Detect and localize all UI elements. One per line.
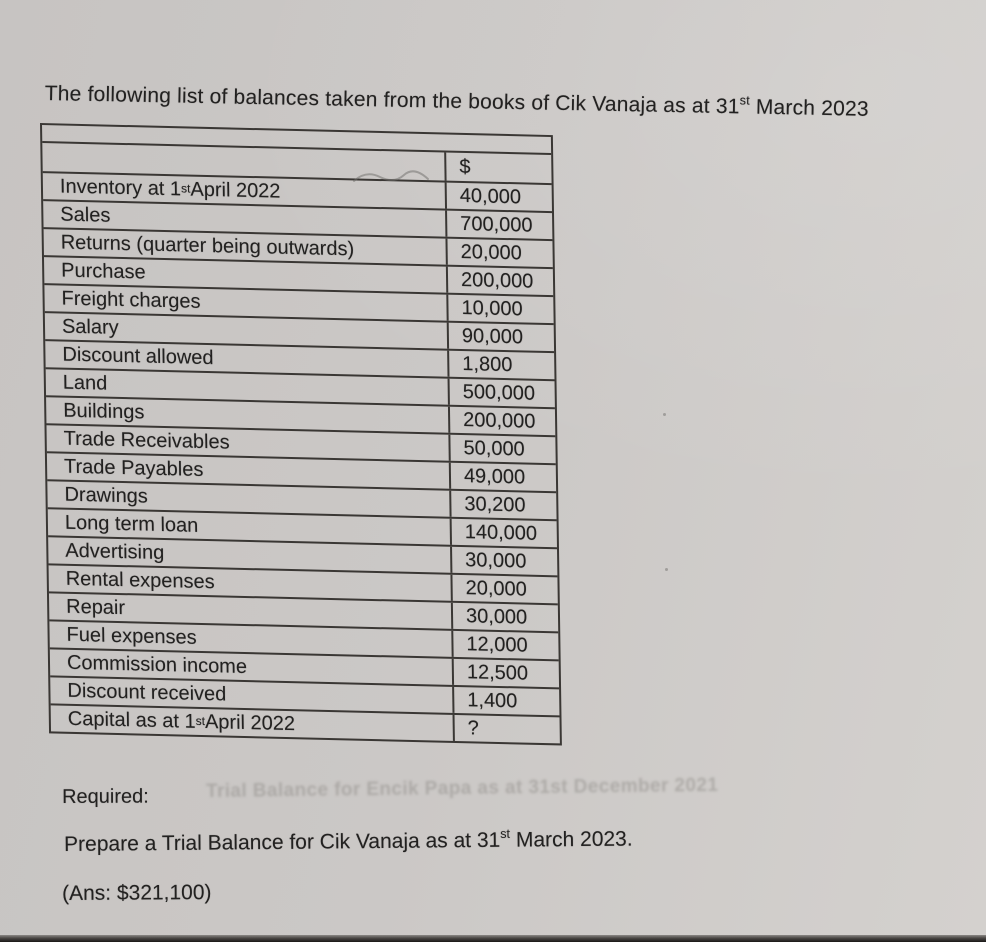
row-amount: 500,000 (448, 379, 555, 408)
row-label: Fuel expenses (66, 623, 197, 649)
row-amount: ? (453, 715, 560, 744)
row-amount: 20,000 (445, 239, 552, 268)
row-label: Freight charges (61, 287, 201, 313)
dust-speck (663, 413, 666, 416)
photo-bottom-edge (0, 935, 986, 942)
row-label: Trade Receivables (63, 427, 230, 454)
row-amount: 30,000 (450, 547, 557, 576)
pen-squiggle-mark (352, 168, 432, 188)
row-label: Inventory at 1 $^{st}$ April 2022 (59, 174, 281, 203)
row-label: Discount received (67, 679, 227, 706)
task-instruction (64, 828, 633, 857)
row-label: Discount allowed (62, 343, 214, 369)
row-amount: 10,000 (446, 295, 553, 324)
row-amount: 20,000 (450, 575, 557, 604)
row-label: Land (62, 371, 108, 395)
row-amount: 700,000 (445, 211, 552, 240)
page-title (45, 82, 869, 122)
page-title-text-end: March 2023 (749, 95, 869, 121)
row-label: Trade Payables (63, 455, 204, 481)
row-label: Capital as at 1 $^{st}$ April 2022 (67, 707, 296, 735)
row-amount: 1,400 (452, 687, 559, 716)
dust-speck (665, 568, 668, 571)
task-superscript: st (500, 826, 511, 841)
row-label: Repair (65, 595, 126, 619)
row-label: Buildings (63, 399, 145, 424)
row-label: Commission income (66, 651, 248, 678)
page-title-superscript: st (739, 93, 751, 108)
page-title-text: The following list of balances taken from the books of Cik Vanaja as at 31 (44, 82, 740, 119)
row-amount: 200,000 (446, 267, 553, 296)
row-label: Salary (61, 315, 119, 339)
row-amount: 12,500 (452, 659, 559, 688)
answer-hint: (Ans: $321,100) (62, 881, 212, 905)
row-label: Long term loan (64, 511, 199, 537)
row-label: Returns (quarter being outwards) (60, 231, 355, 260)
bleed-through-text: Trial Balance for Encik Papa as at 31st December 2021 (205, 774, 719, 803)
row-amount: 50,000 (448, 435, 555, 464)
row-label: Rental expenses (65, 567, 215, 593)
row-label: Advertising (65, 539, 165, 564)
row-label: Purchase (61, 259, 146, 284)
row-label: Drawings (64, 483, 148, 508)
row-amount: 1,800 (447, 351, 554, 380)
row-amount: 12,000 (451, 631, 558, 660)
row-amount: 90,000 (447, 323, 554, 352)
row-amount: 49,000 (449, 463, 556, 492)
row-amount: 140,000 (450, 519, 557, 548)
row-label: Sales (60, 202, 111, 227)
balances-table (40, 123, 562, 745)
header-amount-cell: $ (444, 153, 551, 184)
task-text-end: March 2023. (509, 827, 633, 852)
task-text: Prepare a Trial Balance for Cik Vanaja as at 31 (64, 828, 501, 856)
row-amount: 200,000 (448, 407, 555, 436)
row-amount: 30,200 (449, 491, 556, 520)
row-amount: 30,000 (451, 603, 558, 632)
row-amount: 40,000 (445, 183, 552, 212)
required-label: Required: (62, 785, 149, 808)
